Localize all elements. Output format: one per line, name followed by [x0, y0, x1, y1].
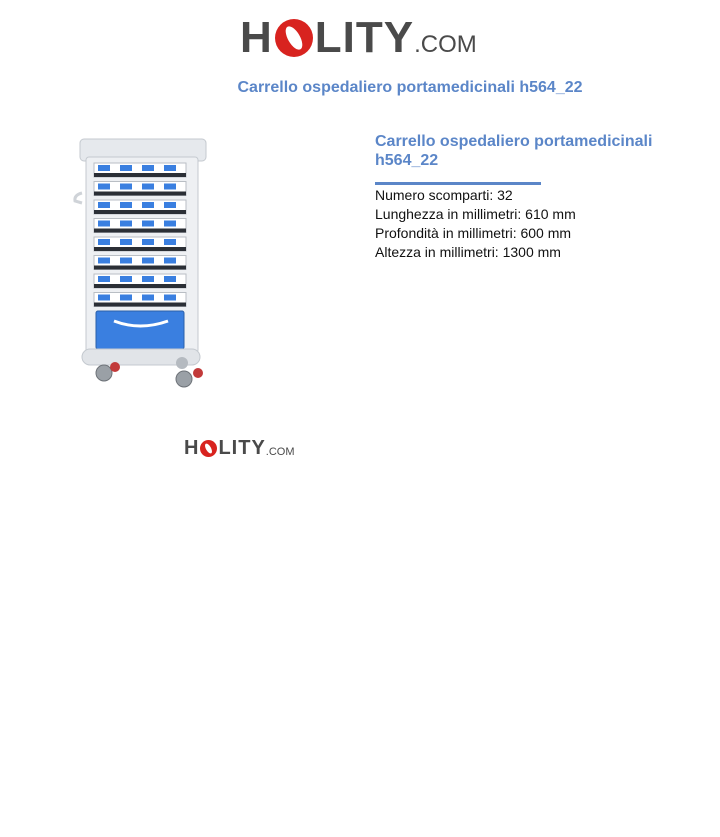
spec-list — [375, 186, 576, 262]
logo-o-icon — [200, 440, 217, 457]
holity-logo-small[interactable] — [184, 436, 295, 460]
logo-text-start: H — [240, 13, 273, 62]
logo-suffix: .COM — [414, 31, 477, 58]
product-image — [72, 135, 212, 395]
logo-text-end: LITY — [218, 436, 266, 459]
logo-text-start: H — [184, 436, 200, 459]
title-divider — [375, 182, 541, 185]
logo-suffix: .COM — [265, 445, 295, 458]
spec-item: Lunghezza in millimetri: 610 mm — [375, 206, 576, 222]
page-title: Carrello ospedaliero portamedicinali h564_22 — [237, 79, 583, 96]
spec-item: Profondità in millimetri: 600 mm — [375, 225, 572, 241]
spec-item: Altezza in millimetri: 1300 mm — [375, 244, 561, 260]
holity-logo[interactable] — [240, 12, 477, 64]
logo-text-end: LITY — [314, 13, 415, 62]
logo-o-icon — [275, 19, 313, 57]
spec-item: Numero scomparti: 32 — [375, 187, 513, 203]
product-name: Carrello ospedaliero portamedicinali h564_22 — [375, 133, 653, 169]
